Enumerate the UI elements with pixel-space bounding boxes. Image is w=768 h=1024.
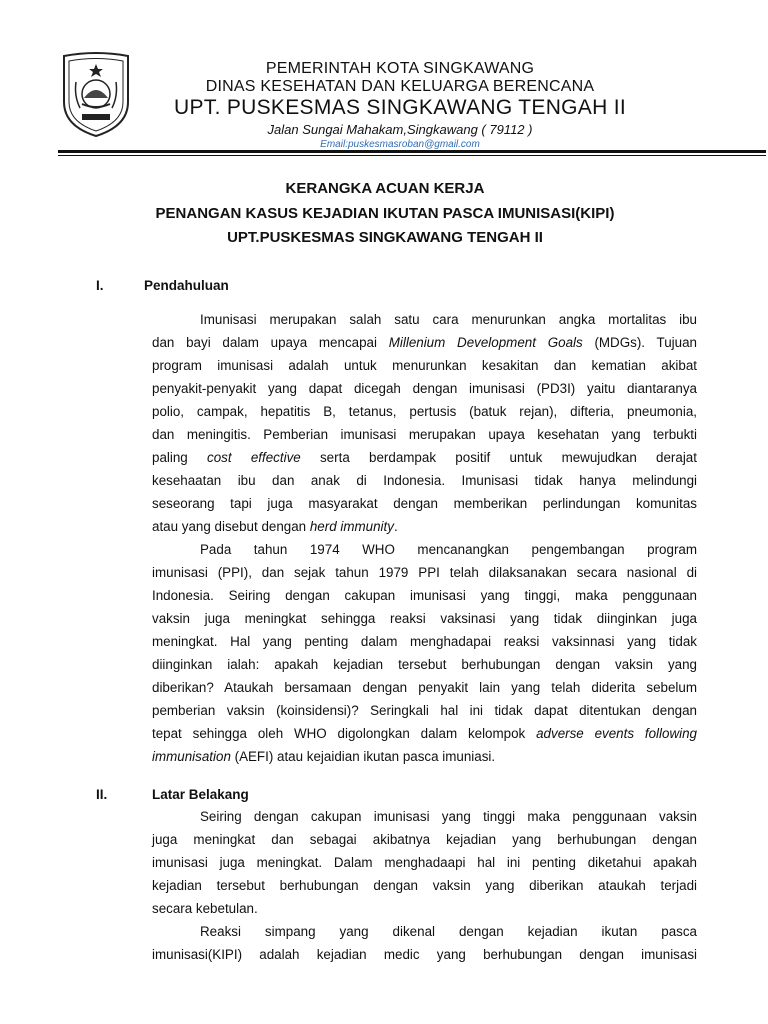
paragraph-line: imunisasi(KIPI) adalah kejadian medic yang berhubungan dengan imunisasi — [152, 947, 697, 962]
paragraph-line: imunisasi juga meningkat. Dalam menghadaapi hal ini penting diketahui apakah — [152, 855, 697, 870]
paragraph-line: kesehaatan ibu dan anak di Indonesia. Imunisasi tidak hanya melindungi — [152, 473, 697, 488]
paragraph-line: dan meningitis. Pemberian imunisasi merupakan upaya kesehatan yang terbukti — [152, 427, 697, 442]
paragraph-line: pemberian vaksin (koinsidensi)? Seringkali hal ini tidak dapat ditentukan dengan — [152, 703, 697, 718]
doc-title-line1: KERANGKA ACUAN KERJA — [285, 180, 485, 197]
paragraph-line: penyakit-penyakit yang dapat dicegah dengan imunisasi (PD3I) yaitu diantaranya — [152, 381, 697, 396]
section-title: Pendahuluan — [144, 278, 229, 293]
paragraph-line: meningkat. Hal yang penting dalam menghadapai reaksi vaksinnasi yang tidak — [152, 634, 697, 649]
paragraph-line: Reaksi simpang yang dikenal dengan kejadian ikutan pasca — [200, 924, 697, 939]
paragraph-line: diinginkan ialah: apakah kejadian tersebut berhubungan dengan vaksin yang — [152, 657, 697, 672]
letterhead-government: PEMERINTAH KOTA SINGKAWANG — [265, 60, 535, 77]
paragraph-line: program imunisasi adalah untuk menurunkan kesakitan dan kematian akibat — [152, 358, 697, 373]
doc-title-line3: UPT.PUSKESMAS SINGKAWANG TENGAH II — [227, 229, 543, 246]
paragraph-line: vaksin juga meningkat sehingga reaksi vaksinasi yang tidak diinginkan juga — [152, 611, 697, 626]
section-title: Latar Belakang — [152, 787, 249, 802]
paragraph-line: Pada tahun 1974 WHO mencanangkan pengembangan program — [200, 542, 697, 557]
paragraph-line: diberikan? Ataukah bersamaan dengan penyakit lain yang telah diderita sebelum — [152, 680, 697, 695]
city-emblem-icon — [60, 52, 132, 138]
paragraph-line: Indonesia. Seiring dengan cakupan imunisasi yang tinggi, maka penggunaan — [152, 588, 697, 603]
paragraph-line: imunisasi (PPI), dan sejak tahun 1979 PPI telah dilaksanakan secara nasional di — [152, 565, 697, 580]
letterhead-email[interactable]: Email:puskesmasroban@gmail.com — [320, 139, 480, 150]
paragraph-line: tepat sehingga oleh WHO digolongkan dalam kelompok adverse events following — [152, 726, 697, 741]
letterhead — [140, 60, 660, 151]
doc-title-line2: PENANGAN KASUS KEJADIAN IKUTAN PASCA IMUNISASI(KIPI) — [155, 205, 615, 222]
paragraph-line: kejadian tersebut berhubungan dengan vaksin yang diberikan ataukah terjadi — [152, 878, 697, 893]
letterhead-institution: UPT. PUSKESMAS SINGKAWANG TENGAH II — [174, 96, 626, 119]
letterhead-rule-thick — [58, 150, 766, 153]
section-number: II. — [96, 787, 108, 802]
paragraph-line: immunisation (AEFI) atau kejaidian ikutan pasca imuniasi. — [152, 749, 496, 764]
paragraph-line: atau yang disebut dengan herd immunity. — [152, 519, 398, 534]
paragraph-line: secara kebetulan. — [152, 901, 258, 916]
paragraph-line: Seiring dengan cakupan imunisasi yang tinggi maka penggunaan vaksin — [200, 809, 697, 824]
letterhead-rule-thin — [58, 155, 766, 156]
letterhead-department: DINAS KESEHATAN DAN KELUARGA BERENCANA — [205, 78, 595, 95]
paragraph-line: paling cost effective serta berdampak positif untuk mewujudkan derajat — [152, 450, 697, 465]
paragraph-line: polio, campak, hepatitis B, tetanus, pertusis (batuk rejan), difteria, pneumonia, — [152, 404, 697, 419]
section-number: I. — [96, 278, 104, 293]
paragraph-line: Imunisasi merupakan salah satu cara menurunkan angka mortalitas ibu — [200, 312, 697, 327]
paragraph-line: seseorang tapi juga masyarakat dengan memberikan perlindungan komunitas — [152, 496, 697, 511]
paragraph-line: dan bayi dalam upaya mencapai Millenium Development Goals (MDGs). Tujuan — [152, 335, 697, 350]
letterhead-address: Jalan Sungai Mahakam,Singkawang ( 79112 ) — [267, 122, 533, 137]
paragraph-line: juga meningkat dan sebagai akibatnya kejadian yang berhubungan dengan — [152, 832, 697, 847]
